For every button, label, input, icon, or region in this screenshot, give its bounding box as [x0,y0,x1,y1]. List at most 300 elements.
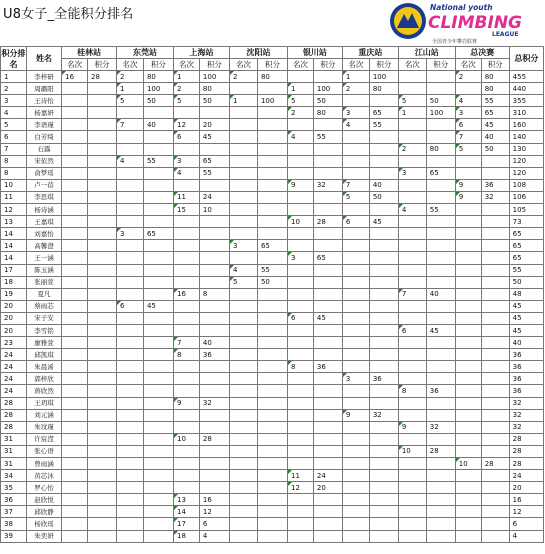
place-cell[interactable] [342,482,369,494]
points-cell[interactable]: 45 [313,312,342,324]
name-cell[interactable]: 宋依然 [26,155,61,167]
name-cell[interactable]: 李语瑾 [26,119,61,131]
total-cell[interactable]: 32 [509,397,543,409]
place-cell[interactable] [287,288,313,300]
points-cell[interactable] [143,421,173,433]
place-cell[interactable] [117,409,144,421]
points-cell[interactable] [88,361,117,373]
place-cell[interactable] [455,482,481,494]
place-cell[interactable] [229,409,257,421]
points-cell[interactable] [257,518,287,530]
points-cell[interactable] [313,71,342,83]
rank-cell[interactable]: 20 [1,324,27,336]
place-cell[interactable] [342,530,369,542]
place-cell[interactable] [229,433,257,445]
points-cell[interactable] [143,167,173,179]
name-cell[interactable]: 王嘉琪 [26,216,61,228]
place-cell[interactable] [398,530,426,542]
place-cell[interactable]: 1 [398,107,426,119]
place-cell[interactable] [174,361,200,373]
points-cell[interactable] [199,300,229,312]
points-cell[interactable] [369,228,398,240]
points-cell[interactable] [257,324,287,336]
rank-cell[interactable]: 24 [1,385,27,397]
place-cell[interactable] [229,494,257,506]
place-cell[interactable] [287,433,313,445]
place-cell[interactable] [287,518,313,530]
points-cell[interactable] [199,458,229,470]
points-cell[interactable] [257,385,287,397]
place-cell[interactable]: 8 [398,385,426,397]
points-cell[interactable]: 28 [481,458,509,470]
place-cell[interactable] [229,397,257,409]
place-cell[interactable] [229,324,257,336]
points-cell[interactable]: 65 [313,252,342,264]
place-cell[interactable] [117,482,144,494]
points-cell[interactable] [369,397,398,409]
points-cell[interactable] [369,167,398,179]
place-cell[interactable] [117,349,144,361]
points-cell[interactable] [481,312,509,324]
place-cell[interactable] [342,300,369,312]
place-cell[interactable] [117,288,144,300]
place-cell[interactable]: 2 [398,143,426,155]
rank-cell[interactable]: 17 [1,264,27,276]
total-cell[interactable]: 36 [509,373,543,385]
rank-cell[interactable]: 20 [1,300,27,312]
points-cell[interactable] [426,83,455,95]
points-cell[interactable] [88,155,117,167]
place-cell[interactable] [174,421,200,433]
place-cell[interactable]: 11 [287,470,313,482]
place-cell[interactable] [342,240,369,252]
points-cell[interactable]: 100 [199,71,229,83]
points-cell[interactable] [426,409,455,421]
place-cell[interactable] [174,300,200,312]
points-cell[interactable]: 100 [143,83,173,95]
total-cell[interactable]: 160 [509,119,543,131]
rank-cell[interactable]: 13 [1,216,27,228]
place-cell[interactable] [117,324,144,336]
name-cell[interactable]: 赵欣悦 [26,494,61,506]
rank-cell[interactable]: 31 [1,445,27,457]
points-cell[interactable] [426,470,455,482]
place-cell[interactable] [455,470,481,482]
name-cell[interactable]: 杨诗涵 [26,204,61,216]
points-cell[interactable] [88,324,117,336]
place-cell[interactable]: 8 [287,361,313,373]
place-cell[interactable]: 17 [174,518,200,530]
rank-cell[interactable]: 6 [1,131,27,143]
points-cell[interactable]: 32 [199,397,229,409]
place-cell[interactable] [117,337,144,349]
name-cell[interactable]: 邱凯琪 [26,349,61,361]
place-cell[interactable] [287,409,313,421]
points-cell[interactable] [257,506,287,518]
points-cell[interactable]: 36 [426,385,455,397]
points-cell[interactable] [313,337,342,349]
place-cell[interactable] [174,445,200,457]
place-cell[interactable] [174,264,200,276]
points-cell[interactable]: 65 [369,107,398,119]
points-cell[interactable] [481,155,509,167]
points-cell[interactable] [257,131,287,143]
place-cell[interactable] [117,204,144,216]
points-cell[interactable] [426,131,455,143]
place-cell[interactable] [174,179,200,191]
points-cell[interactable] [199,373,229,385]
place-cell[interactable] [62,288,88,300]
points-cell[interactable] [313,204,342,216]
place-cell[interactable] [287,276,313,288]
points-cell[interactable] [426,349,455,361]
place-cell[interactable] [62,421,88,433]
points-cell[interactable] [481,482,509,494]
points-cell[interactable] [88,167,117,179]
total-cell[interactable]: 28 [509,433,543,445]
place-cell[interactable] [287,494,313,506]
points-cell[interactable] [88,349,117,361]
place-cell[interactable] [174,470,200,482]
name-cell[interactable]: 杨嘉妍 [26,107,61,119]
place-cell[interactable] [342,288,369,300]
points-cell[interactable] [369,131,398,143]
place-cell[interactable] [287,397,313,409]
points-cell[interactable] [369,155,398,167]
points-cell[interactable] [143,131,173,143]
points-cell[interactable] [257,470,287,482]
total-cell[interactable]: 28 [509,445,543,457]
points-cell[interactable] [313,167,342,179]
place-cell[interactable] [62,155,88,167]
points-cell[interactable]: 16 [199,494,229,506]
place-cell[interactable] [342,445,369,457]
place-cell[interactable] [62,530,88,542]
place-cell[interactable] [287,337,313,349]
place-cell[interactable] [62,470,88,482]
points-cell[interactable]: 80 [199,83,229,95]
points-cell[interactable] [88,216,117,228]
place-cell[interactable] [62,204,88,216]
place-cell[interactable] [287,191,313,203]
place-cell[interactable]: 3 [342,107,369,119]
points-cell[interactable] [88,204,117,216]
place-cell[interactable] [62,131,88,143]
points-cell[interactable]: 45 [369,216,398,228]
points-cell[interactable]: 55 [426,204,455,216]
place-cell[interactable] [229,143,257,155]
rank-cell[interactable]: 4 [1,107,27,119]
points-cell[interactable] [257,143,287,155]
place-cell[interactable] [455,300,481,312]
place-cell[interactable] [62,143,88,155]
place-cell[interactable]: 2 [342,83,369,95]
place-cell[interactable] [229,216,257,228]
total-cell[interactable]: 32 [509,421,543,433]
points-cell[interactable]: 50 [257,276,287,288]
rank-cell[interactable]: 24 [1,349,27,361]
points-cell[interactable] [426,433,455,445]
rank-cell[interactable]: 1 [1,71,27,83]
place-cell[interactable] [398,361,426,373]
total-cell[interactable]: 28 [509,458,543,470]
points-cell[interactable] [257,482,287,494]
points-cell[interactable] [143,494,173,506]
points-cell[interactable] [481,240,509,252]
points-cell[interactable] [88,518,117,530]
place-cell[interactable]: 3 [229,240,257,252]
points-cell[interactable]: 40 [426,288,455,300]
points-cell[interactable] [257,204,287,216]
place-cell[interactable]: 12 [287,482,313,494]
points-cell[interactable] [257,228,287,240]
place-cell[interactable] [455,324,481,336]
place-cell[interactable]: 1 [117,83,144,95]
points-cell[interactable]: 55 [143,155,173,167]
points-cell[interactable] [369,385,398,397]
place-cell[interactable] [398,179,426,191]
points-cell[interactable] [481,385,509,397]
points-cell[interactable] [257,373,287,385]
name-cell[interactable]: 卢一蓓 [26,179,61,191]
name-cell[interactable]: 王诗怡 [26,95,61,107]
place-cell[interactable] [62,95,88,107]
place-cell[interactable] [229,337,257,349]
place-cell[interactable] [62,409,88,421]
place-cell[interactable] [62,433,88,445]
place-cell[interactable]: 6 [342,216,369,228]
points-cell[interactable] [313,264,342,276]
place-cell[interactable] [342,324,369,336]
place-cell[interactable] [287,421,313,433]
place-cell[interactable] [455,409,481,421]
place-cell[interactable] [229,445,257,457]
place-cell[interactable] [229,458,257,470]
points-cell[interactable]: 6 [199,518,229,530]
points-cell[interactable] [369,530,398,542]
points-cell[interactable] [313,300,342,312]
points-cell[interactable] [426,482,455,494]
place-cell[interactable] [62,107,88,119]
place-cell[interactable]: 9 [455,179,481,191]
place-cell[interactable] [342,421,369,433]
points-cell[interactable] [369,240,398,252]
points-cell[interactable] [369,276,398,288]
total-cell[interactable]: 65 [509,228,543,240]
place-cell[interactable] [342,204,369,216]
place-cell[interactable] [455,240,481,252]
points-cell[interactable] [426,240,455,252]
points-cell[interactable] [313,518,342,530]
points-cell[interactable]: 100 [313,83,342,95]
place-cell[interactable] [455,288,481,300]
points-cell[interactable] [257,107,287,119]
rank-cell[interactable]: 20 [1,312,27,324]
place-cell[interactable] [117,518,144,530]
points-cell[interactable] [313,240,342,252]
points-cell[interactable]: 28 [199,433,229,445]
points-cell[interactable] [88,482,117,494]
points-cell[interactable] [143,470,173,482]
place-cell[interactable] [287,228,313,240]
name-cell[interactable]: 廖雅萱 [26,337,61,349]
place-cell[interactable]: 1 [229,95,257,107]
points-cell[interactable] [313,494,342,506]
points-cell[interactable] [143,191,173,203]
place-cell[interactable] [229,385,257,397]
place-cell[interactable] [398,300,426,312]
place-cell[interactable] [62,349,88,361]
place-cell[interactable]: 1 [287,83,313,95]
name-cell[interactable]: 陈玉涵 [26,264,61,276]
points-cell[interactable]: 10 [199,204,229,216]
points-cell[interactable]: 55 [369,119,398,131]
points-cell[interactable] [426,119,455,131]
points-cell[interactable] [88,228,117,240]
place-cell[interactable] [62,494,88,506]
points-cell[interactable] [369,482,398,494]
place-cell[interactable] [174,312,200,324]
points-cell[interactable]: 20 [199,119,229,131]
place-cell[interactable]: 3 [455,107,481,119]
place-cell[interactable] [398,482,426,494]
points-cell[interactable] [426,312,455,324]
place-cell[interactable] [62,518,88,530]
points-cell[interactable] [88,300,117,312]
place-cell[interactable] [455,373,481,385]
place-cell[interactable] [398,71,426,83]
place-cell[interactable] [117,240,144,252]
place-cell[interactable] [455,385,481,397]
place-cell[interactable] [229,482,257,494]
points-cell[interactable]: 32 [481,191,509,203]
total-cell[interactable]: 36 [509,361,543,373]
place-cell[interactable] [229,312,257,324]
place-cell[interactable] [117,191,144,203]
points-cell[interactable] [88,494,117,506]
points-cell[interactable] [257,191,287,203]
place-cell[interactable] [455,361,481,373]
name-cell[interactable]: 朱奕妍 [26,530,61,542]
total-cell[interactable]: 40 [509,337,543,349]
points-cell[interactable] [143,252,173,264]
place-cell[interactable]: 7 [174,337,200,349]
points-cell[interactable] [481,506,509,518]
place-cell[interactable]: 10 [398,445,426,457]
points-cell[interactable] [426,518,455,530]
points-cell[interactable] [313,530,342,542]
points-cell[interactable] [143,445,173,457]
place-cell[interactable]: 18 [174,530,200,542]
points-cell[interactable] [199,470,229,482]
rank-cell[interactable]: 38 [1,518,27,530]
rank-cell[interactable]: 5 [1,119,27,131]
points-cell[interactable]: 55 [313,131,342,143]
place-cell[interactable] [342,143,369,155]
points-cell[interactable] [88,95,117,107]
place-cell[interactable] [455,530,481,542]
name-cell[interactable]: 王一涵 [26,252,61,264]
points-cell[interactable]: 80 [481,71,509,83]
rank-cell[interactable]: 28 [1,409,27,421]
total-cell[interactable]: 310 [509,107,543,119]
place-cell[interactable] [342,155,369,167]
place-cell[interactable]: 7 [398,288,426,300]
total-cell[interactable]: 130 [509,143,543,155]
place-cell[interactable] [62,445,88,457]
points-cell[interactable] [369,288,398,300]
place-cell[interactable] [398,458,426,470]
place-cell[interactable] [287,506,313,518]
place-cell[interactable] [342,385,369,397]
points-cell[interactable] [88,385,117,397]
place-cell[interactable] [287,300,313,312]
points-cell[interactable] [199,409,229,421]
points-cell[interactable] [369,506,398,518]
place-cell[interactable] [229,470,257,482]
points-cell[interactable]: 65 [143,228,173,240]
place-cell[interactable]: 5 [342,191,369,203]
name-cell[interactable]: 刘嘉怡 [26,228,61,240]
place-cell[interactable] [229,518,257,530]
place-cell[interactable] [229,119,257,131]
points-cell[interactable] [88,179,117,191]
place-cell[interactable] [229,349,257,361]
points-cell[interactable] [426,71,455,83]
points-cell[interactable]: 65 [199,155,229,167]
rank-cell[interactable]: 8 [1,155,27,167]
rank-cell[interactable]: 10 [1,179,27,191]
place-cell[interactable]: 9 [174,397,200,409]
place-cell[interactable]: 9 [398,421,426,433]
place-cell[interactable] [229,506,257,518]
name-cell[interactable]: 朱玟瑾 [26,421,61,433]
place-cell[interactable] [174,107,200,119]
place-cell[interactable] [287,385,313,397]
points-cell[interactable] [199,312,229,324]
points-cell[interactable] [88,191,117,203]
points-cell[interactable] [88,240,117,252]
place-cell[interactable] [117,264,144,276]
points-cell[interactable]: 4 [199,530,229,542]
points-cell[interactable] [199,361,229,373]
points-cell[interactable] [426,506,455,518]
points-cell[interactable] [143,179,173,191]
total-cell[interactable]: 36 [509,385,543,397]
points-cell[interactable] [369,518,398,530]
place-cell[interactable] [62,252,88,264]
place-cell[interactable] [455,445,481,457]
points-cell[interactable] [426,191,455,203]
place-cell[interactable] [455,252,481,264]
total-cell[interactable]: 20 [509,482,543,494]
points-cell[interactable] [143,458,173,470]
points-cell[interactable]: 28 [426,445,455,457]
place-cell[interactable] [342,458,369,470]
place-cell[interactable]: 15 [174,204,200,216]
place-cell[interactable] [174,482,200,494]
points-cell[interactable] [199,385,229,397]
points-cell[interactable] [481,288,509,300]
rank-cell[interactable]: 28 [1,421,27,433]
place-cell[interactable]: 2 [455,71,481,83]
place-cell[interactable] [117,385,144,397]
place-cell[interactable] [342,252,369,264]
place-cell[interactable]: 2 [174,83,200,95]
points-cell[interactable] [257,421,287,433]
points-cell[interactable]: 50 [369,191,398,203]
place-cell[interactable] [62,312,88,324]
